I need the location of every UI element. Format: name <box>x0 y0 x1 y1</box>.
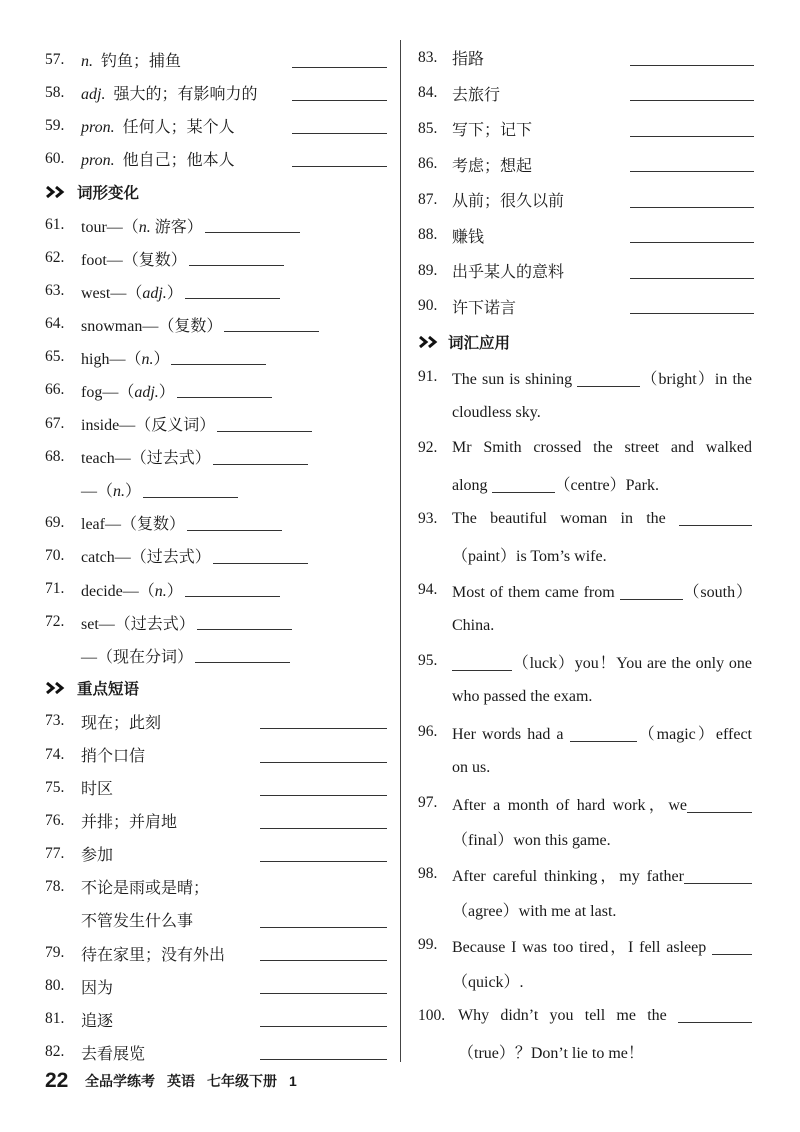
hint: 游客） <box>150 218 203 236</box>
question-text <box>81 578 183 601</box>
sentence-text: Her words had a <box>452 725 564 743</box>
sentence-line <box>452 759 752 777</box>
question-86 <box>418 147 754 183</box>
word-prompt: decide—（ <box>81 582 155 600</box>
answer-blank <box>185 283 280 299</box>
sentence-text: cloudless sky. <box>452 403 541 421</box>
sentence-text: After a month of hard work，we <box>452 796 687 814</box>
part-of-speech: n. <box>141 350 154 368</box>
question-93-line-2 <box>418 537 754 573</box>
sentence-line <box>452 510 752 528</box>
question-80 <box>45 970 387 1003</box>
question-text: 写下；记下 <box>452 122 533 140</box>
sentence-line <box>452 863 752 886</box>
question-99 <box>418 928 754 964</box>
part-of-speech: adj. <box>81 86 106 104</box>
question-number: 88. <box>418 226 438 244</box>
question-90 <box>418 289 754 325</box>
double-chevron-icon <box>45 681 67 695</box>
answer-blank <box>630 227 754 243</box>
sentence-text: （paint）is Tom’s wife. <box>452 548 607 566</box>
page-number: 22 <box>45 1069 69 1092</box>
right-column <box>418 40 754 1070</box>
question-number: 82. <box>45 1043 65 1061</box>
answer-blank <box>630 263 754 279</box>
question-75 <box>45 771 387 804</box>
question-text: 不论是雨或是晴； <box>81 880 210 898</box>
answer-blank <box>292 52 387 68</box>
question-text: 并排；并肩地 <box>81 814 178 832</box>
hint: ） <box>158 383 175 401</box>
question-text: teach—（过去式） <box>81 450 211 468</box>
question-number: 61. <box>45 216 65 234</box>
question-text: 因为 <box>81 979 114 997</box>
question-59 <box>45 109 387 142</box>
answer-blank <box>260 945 387 961</box>
word-prompt: fog—（ <box>81 383 135 401</box>
meaning: 任何人；某个人 <box>122 119 235 137</box>
question-text <box>81 280 183 303</box>
question-number: 89. <box>418 261 438 279</box>
question-text: 出乎某人的意料 <box>452 264 565 282</box>
answer-blank <box>213 548 308 564</box>
word-prompt: —（ <box>81 483 114 501</box>
meaning: 钓鱼；捕鱼 <box>101 53 182 71</box>
question-60 <box>45 142 387 175</box>
question-number: 87. <box>418 190 438 208</box>
answer-blank <box>492 478 555 493</box>
sentence-text: China. <box>452 616 495 634</box>
question-text: 去看展览 <box>81 1045 146 1063</box>
question-text: 现在；此刻 <box>81 714 162 732</box>
hint: ） <box>166 582 183 600</box>
question-text: 不管发生什么事 <box>81 913 194 931</box>
answer-blank <box>260 1044 387 1060</box>
question-76 <box>45 804 387 837</box>
question-58 <box>45 76 387 109</box>
question-text: 参加 <box>81 847 114 865</box>
grade: 七年级下册 <box>207 1073 277 1089</box>
question-73 <box>45 705 387 738</box>
question-number: 78. <box>45 877 65 895</box>
section-heading-vocab-use <box>418 324 754 360</box>
question-65 <box>45 341 387 374</box>
series-name: 全品学练考 <box>85 1073 155 1089</box>
question-text: catch—（过去式） <box>81 549 211 567</box>
part-of-speech: n. <box>81 53 93 71</box>
question-number: 84. <box>418 84 438 102</box>
question-97 <box>418 786 754 822</box>
sentence-line <box>452 721 752 744</box>
question-96-line-2 <box>418 750 754 786</box>
sentence-text: （south） <box>682 583 752 601</box>
part-of-speech: n. <box>154 582 167 600</box>
question-number: 65. <box>45 348 65 366</box>
question-91-line-2 <box>418 395 754 431</box>
question-number: 83. <box>418 48 438 66</box>
page-footer <box>45 1068 297 1094</box>
sentence-line <box>452 934 752 957</box>
question-text: foot—（复数） <box>81 251 187 269</box>
question-61 <box>45 208 387 241</box>
question-number: 58. <box>45 83 65 101</box>
question-82 <box>45 1036 387 1069</box>
answer-blank <box>260 846 387 862</box>
answer-blank <box>452 656 512 671</box>
question-text: inside—（反义词） <box>81 417 216 435</box>
sentence-text: on us. <box>452 758 491 776</box>
question-text <box>81 81 257 104</box>
question-100 <box>418 999 754 1035</box>
answer-blank <box>630 298 754 314</box>
question-85 <box>418 111 754 147</box>
answer-blank <box>630 50 754 66</box>
question-63 <box>45 275 387 308</box>
question-number: 57. <box>45 50 65 68</box>
question-89 <box>418 253 754 289</box>
answer-blank <box>213 449 308 465</box>
question-number: 97. <box>418 794 438 812</box>
question-98-line-2 <box>418 892 754 928</box>
question-text: 从前；很久以前 <box>452 193 565 211</box>
answer-blank <box>171 349 266 365</box>
question-57 <box>45 43 387 76</box>
hint: ） <box>166 284 183 302</box>
question-text <box>81 346 169 369</box>
sentence-text: The sun is shining <box>452 370 573 388</box>
question-91 <box>418 360 754 396</box>
question-71 <box>45 573 387 606</box>
hint: ） <box>125 483 142 501</box>
question-text: 赚钱 <box>452 228 485 246</box>
question-62 <box>45 242 387 275</box>
part-of-speech: n. <box>138 218 151 236</box>
question-number: 96. <box>418 723 438 741</box>
part-of-speech: n. <box>113 483 126 501</box>
subject: 英语 <box>167 1073 195 1089</box>
question-72 <box>45 606 387 639</box>
question-number: 91. <box>418 368 438 386</box>
question-text: 考虑；想起 <box>452 157 533 175</box>
answer-blank <box>630 156 754 172</box>
question-78-line-2 <box>45 903 387 936</box>
sentence-line <box>452 472 752 495</box>
question-92 <box>418 431 754 467</box>
answer-blank <box>292 85 387 101</box>
sentence-text: Why didn’t you tell me the <box>458 1007 667 1025</box>
answer-blank <box>292 118 387 134</box>
answer-blank <box>630 85 754 101</box>
answer-blank <box>205 217 300 233</box>
question-number: 100. <box>418 1007 446 1025</box>
question-66 <box>45 374 387 407</box>
answer-blank <box>630 121 754 137</box>
answer-blank <box>577 372 640 387</box>
question-text <box>81 478 141 501</box>
answer-blank <box>224 316 319 332</box>
question-number: 63. <box>45 282 65 300</box>
question-text: 待在家里；没有外出 <box>81 946 226 964</box>
sentence-text: who passed the exam. <box>452 687 593 705</box>
question-number: 75. <box>45 778 65 796</box>
question-number: 64. <box>45 315 65 333</box>
question-text: set—（过去式） <box>81 615 195 633</box>
answer-blank <box>217 416 312 432</box>
question-number: 85. <box>418 119 438 137</box>
question-text: leaf—（复数） <box>81 516 185 534</box>
question-95 <box>418 644 754 680</box>
sentence-line <box>452 617 752 635</box>
question-number: 69. <box>45 513 65 531</box>
sentence-text: （luck）you！You are the only one <box>512 654 752 672</box>
double-chevron-icon <box>418 335 440 349</box>
question-text: 去旅行 <box>452 86 501 104</box>
sentence-line <box>452 404 752 422</box>
question-78 <box>45 870 387 903</box>
question-70 <box>45 539 387 572</box>
question-97-line-2 <box>418 821 754 857</box>
question-number: 98. <box>418 865 438 883</box>
question-84 <box>418 76 754 112</box>
volume: 1 <box>289 1073 297 1089</box>
sentence-text: （magic）effect <box>636 725 752 743</box>
question-number: 86. <box>418 155 438 173</box>
question-number: 95. <box>418 652 438 670</box>
meaning: 他自己；他本人 <box>122 152 235 170</box>
question-text: 追逐 <box>81 1012 114 1030</box>
sentence-line <box>458 1040 754 1063</box>
question-94 <box>418 573 754 609</box>
sentence-text: Because I was too tired，I fell asleep <box>452 938 707 956</box>
answer-blank <box>143 482 238 498</box>
answer-blank <box>185 581 280 597</box>
section-title: 词汇应用 <box>448 334 511 352</box>
question-text <box>81 147 235 170</box>
answer-blank <box>189 250 284 266</box>
question-99-line-2 <box>418 963 754 999</box>
sentence-line <box>452 579 752 602</box>
sentence-line <box>452 366 752 389</box>
sentence-line <box>452 969 752 992</box>
question-text <box>81 48 181 71</box>
answer-blank <box>292 151 387 167</box>
question-number: 76. <box>45 811 65 829</box>
question-100-line-2 <box>418 1034 754 1070</box>
question-number: 81. <box>45 1010 65 1028</box>
part-of-speech: pron. <box>81 152 115 170</box>
answer-blank <box>260 912 387 928</box>
question-text: —（现在分词） <box>81 648 194 666</box>
question-81 <box>45 1003 387 1036</box>
sentence-text: （centre）Park. <box>554 477 659 495</box>
answer-blank <box>620 585 683 600</box>
sentence-text: （final）won this game. <box>452 832 611 850</box>
question-83 <box>418 40 754 76</box>
question-67 <box>45 407 387 440</box>
sentence-text: （agree）with me at last. <box>452 903 617 921</box>
question-text <box>81 214 203 237</box>
question-77 <box>45 837 387 870</box>
column-divider <box>400 40 401 1062</box>
question-74 <box>45 738 387 771</box>
sentence-line <box>452 827 752 850</box>
question-number: 99. <box>418 936 438 954</box>
sentence-text: （bright）in the <box>640 370 752 388</box>
answer-blank <box>260 978 387 994</box>
question-number: 66. <box>45 381 65 399</box>
question-79 <box>45 937 387 970</box>
question-68-sub <box>45 473 387 506</box>
question-number: 72. <box>45 613 65 631</box>
question-number: 90. <box>418 297 438 315</box>
answer-blank <box>260 1011 387 1027</box>
answer-blank <box>630 192 754 208</box>
question-number: 67. <box>45 414 65 432</box>
question-number: 74. <box>45 745 65 763</box>
answer-blank <box>570 727 637 742</box>
answer-blank <box>684 869 752 884</box>
section-title: 词形变化 <box>77 184 140 202</box>
question-text <box>81 379 175 402</box>
question-number: 73. <box>45 712 65 730</box>
sentence-line <box>452 898 752 921</box>
sentence-text: along <box>452 477 488 495</box>
sentence-text: （quick）. <box>452 974 524 992</box>
question-87 <box>418 182 754 218</box>
sentence-line <box>452 543 752 566</box>
sentence-line <box>452 650 752 673</box>
answer-blank <box>260 747 387 763</box>
question-text: 捎个口信 <box>81 748 146 766</box>
word-prompt: tour—（ <box>81 218 139 236</box>
part-of-speech: adj. <box>134 383 159 401</box>
question-number: 94. <box>418 581 438 599</box>
sentence-text: Mr Smith crossed the street and walked <box>452 439 752 457</box>
question-96 <box>418 715 754 751</box>
question-69 <box>45 506 387 539</box>
answer-blank <box>177 382 272 398</box>
question-64 <box>45 308 387 341</box>
question-number: 77. <box>45 844 65 862</box>
question-98 <box>418 857 754 893</box>
sentence-line <box>458 1007 752 1025</box>
sentence-text: Most of them came from <box>452 583 615 601</box>
sentence-line <box>452 792 752 815</box>
question-92-line-2 <box>418 466 754 502</box>
word-prompt: high—（ <box>81 350 142 368</box>
double-chevron-icon <box>45 185 67 199</box>
answer-blank <box>260 813 387 829</box>
hint: ） <box>153 350 170 368</box>
question-68 <box>45 440 387 473</box>
answer-blank <box>712 940 752 955</box>
question-number: 92. <box>418 439 438 457</box>
question-number: 59. <box>45 116 65 134</box>
answer-blank <box>197 614 292 630</box>
question-95-line-2 <box>418 679 754 715</box>
question-number: 71. <box>45 580 65 598</box>
answer-blank <box>187 515 282 531</box>
question-text: snowman—（复数） <box>81 317 223 335</box>
question-number: 79. <box>45 944 65 962</box>
question-88 <box>418 218 754 254</box>
sentence-line <box>452 439 752 457</box>
question-text <box>81 114 235 137</box>
answer-blank <box>679 511 752 526</box>
part-of-speech: pron. <box>81 119 115 137</box>
question-number: 68. <box>45 447 65 465</box>
word-prompt: west—（ <box>81 284 143 302</box>
question-72-sub <box>45 639 387 672</box>
question-number: 80. <box>45 977 65 995</box>
section-title: 重点短语 <box>77 681 140 699</box>
question-number: 70. <box>45 546 65 564</box>
part-of-speech: adj. <box>142 284 167 302</box>
question-text: 许下诺言 <box>452 299 517 317</box>
answer-blank <box>260 780 387 796</box>
question-number: 60. <box>45 149 65 167</box>
question-text: 指路 <box>452 51 485 69</box>
section-heading-key-phrases <box>45 672 387 705</box>
question-94-line-2 <box>418 608 754 644</box>
sentence-text: （true）？Don’t lie to me！ <box>458 1045 644 1063</box>
question-text: 时区 <box>81 781 114 799</box>
sentence-line <box>452 688 752 706</box>
question-number: 62. <box>45 249 65 267</box>
section-heading-word-forms <box>45 175 387 208</box>
question-number: 93. <box>418 510 438 528</box>
answer-blank <box>260 713 387 729</box>
answer-blank <box>678 1008 752 1023</box>
sentence-text: After careful thinking，my father <box>452 867 684 885</box>
meaning: 强大的；有影响力的 <box>113 86 258 104</box>
question-93 <box>418 502 754 538</box>
left-column <box>45 43 387 1069</box>
sentence-text: The beautiful woman in the <box>452 510 666 528</box>
answer-blank <box>195 647 290 663</box>
answer-blank <box>687 798 752 813</box>
